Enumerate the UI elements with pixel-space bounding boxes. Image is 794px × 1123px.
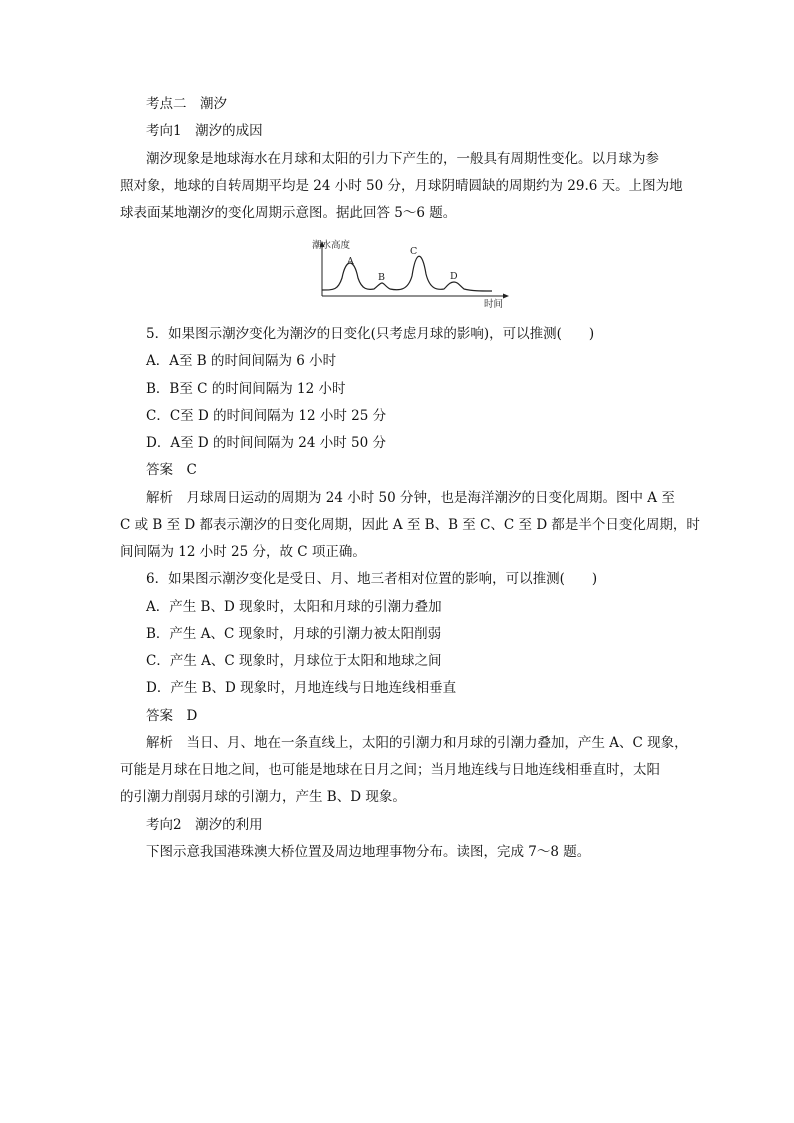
peak-label-d: D (450, 271, 458, 282)
q5-analysis-line-3: 间间隔为 12 小时 25 分，故 C 项正确。 (120, 544, 366, 560)
q5-answer-row (146, 461, 197, 479)
q5-option-b: B．B至 C 的时间间隔为 12 小时 (146, 381, 346, 397)
topic-heading-1: 考向1 潮汐的成因 (146, 123, 263, 139)
q6-answer-row (146, 707, 197, 725)
q5-answer-label: 答案 (146, 462, 173, 478)
tide-chart-svg (308, 238, 516, 312)
q6-analysis-line-1: 解析 当日、月、地在一条直线上，太阳的引潮力和月球的引潮力叠加，产生 A、C 现象， (146, 735, 688, 751)
q5-analysis-label: 解析 (146, 490, 173, 506)
intro-line-1: 潮汐现象是地球海水在月球和太阳的引力下产生的，一般具有周期性变化。以月球为参 (146, 151, 659, 167)
x-axis-arrow (503, 294, 509, 299)
intro-line-2: 照对象，地球的自转周期平均是 24 小时 50 分，月球阴晴圆缺的周期约为 29.6 天。上图为地 (120, 178, 683, 194)
q6-option-d: D．产生 B、D 现象时，月地连线与日地连线相垂直 (146, 680, 457, 696)
q5-option-c: C．C至 D 的时间间隔为 12 小时 25 分 (146, 408, 387, 424)
q6-option-a: A．产生 B、D 现象时，太阳和月球的引潮力叠加 (146, 599, 442, 615)
intro-line-3: 球表面某地潮汐的变化周期示意图。据此回答 5～6 题。 (120, 205, 457, 221)
peak-label-b: B (378, 272, 385, 283)
q5-stem: 5．如果图示潮汐变化为潮汐的日变化(只考虑月球的影响)，可以推测( ) (146, 326, 595, 342)
section-title: 考点二 潮汐 (146, 96, 227, 112)
peak-label-a: A (347, 256, 354, 267)
q6-analysis-line-2: 可能是月球在日地之间，也可能是地球在日月之间；当月地连线与日地连线相垂直时，太阳 (120, 762, 660, 778)
topic2-intro: 下图示意我国港珠澳大桥位置及周边地理事物分布。读图，完成 7～8 题。 (146, 844, 591, 860)
q6-analysis-label: 解析 (146, 735, 173, 751)
q6-answer-value: D (186, 708, 198, 724)
q6-option-c: C．产生 A、C 现象时，月球位于太阳和地球之间 (146, 653, 442, 669)
q5-option-d: D．A至 D 的时间间隔为 24 小时 50 分 (146, 435, 387, 451)
peak-label-c: C (410, 246, 418, 257)
q6-answer-label: 答案 (146, 708, 173, 724)
q6-stem: 6．如果图示潮汐变化是受日、月、地三者相对位置的影响，可以推测( ) (146, 571, 598, 587)
tide-chart (308, 238, 516, 312)
q5-option-a: A．A至 B 的时间间隔为 6 小时 (146, 353, 337, 369)
q6-option-b: B．产生 A、C 现象时，月球的引潮力被太阳削弱 (146, 626, 442, 642)
x-axis-label: 时间 (484, 299, 504, 310)
topic-heading-2: 考向2 潮汐的利用 (146, 817, 263, 833)
q5-analysis-line-2: C 或 B 至 D 都表示潮汐的日变化周期，因此 A 至 B、B 至 C、C 至 D 都是半个日变化周期，时 (120, 517, 700, 533)
y-axis-label: 潮水高度 (312, 240, 351, 251)
q6-analysis-line-3: 的引潮力削弱月球的引潮力，产生 B、D 现象。 (120, 789, 406, 805)
q5-analysis-line-1: 解析 月球周日运动的周期为 24 小时 50 分钟，也是海洋潮汐的日变化周期。图中 A 至 (146, 490, 675, 506)
q5-answer-value: C (186, 462, 197, 478)
